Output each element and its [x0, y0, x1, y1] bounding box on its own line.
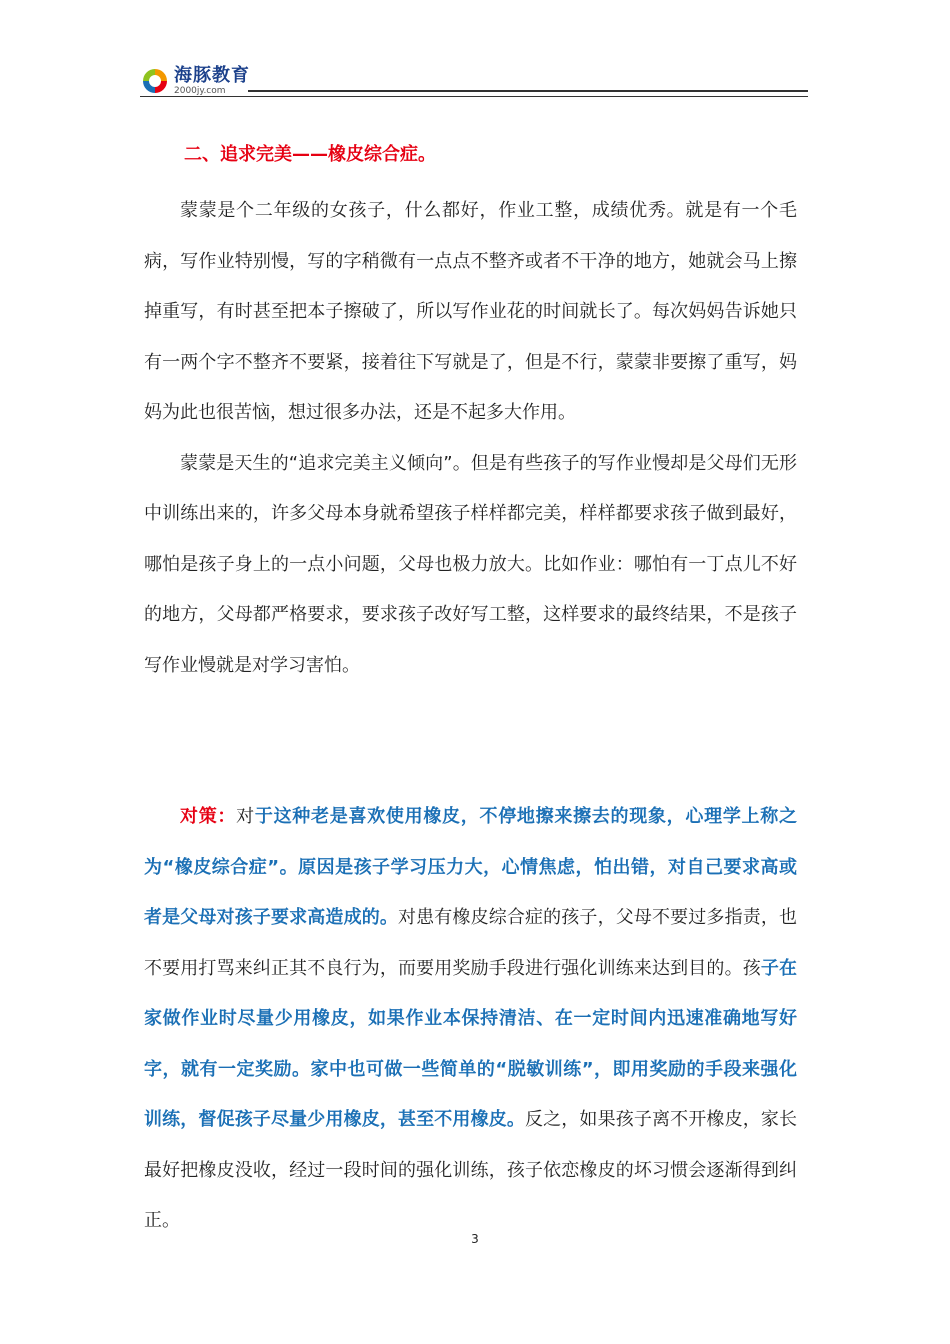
emphasis-segment: 子在家做作业时尽量少用橡皮，如果作业本保持清洁、在一定时间内迅速准确地写好字，就有一定奖励。家中也可做一些简单的“脱敏训练”，即用奖励的手段来强化训练，督促孩子尽量少用橡皮，甚至不用橡皮。: [144, 957, 798, 1130]
emphasis-segment: 于这种老是喜欢使用橡皮，不停地擦来擦去的现象，心理学上称之为“橡皮综合症”。原因是孩子学习压力大，心情焦虑，怕出错，对自己要求高或者是父母对孩子要求高造成的。: [144, 806, 797, 928]
spacer: [144, 691, 797, 792]
page-header: [140, 64, 808, 104]
article-body: [144, 130, 797, 1247]
page-number: 3: [471, 1232, 479, 1246]
logo-domain: 2000jy.com: [174, 85, 226, 96]
dolphin-logo-icon: [140, 66, 170, 96]
paragraph-2: 蒙蒙是天生的“追求完美主义倾向”。但是有些孩子的写作业慢却是父母们无形中训练出来的，许多父母本身就希望孩子样样都完美，样样都要求孩子做到最好，哪怕是孩子身上的一点小问题，父母也极力放大。比如作业：哪怕有一丁点儿不好的地方，父母都严格要求，要求孩子改好写工整，这样要求的最终结果，不是孩子写作业慢就是对学习害怕。: [144, 452, 797, 676]
countermeasure-paragraph: [144, 792, 797, 1247]
logo-name: 海豚教育: [174, 64, 250, 86]
paragraph-1: 蒙蒙是个二年级的女孩子，什么都好，作业工整，成绩优秀。就是有一个毛病，写作业特别慢，写的字稍微有一点点不整齐或者不干净的地方，她就会马上擦掉重写，有时甚至把本子擦破了，所以写作业花的时间就长了。每次妈妈告诉她只有一两个字不整齐不要紧，接着往下写就是了，但是不行，蒙蒙非要擦了重写，妈妈为此也很苦恼，想过很多办法，还是不起多大作用。: [144, 200, 797, 423]
logo: [140, 64, 250, 98]
countermeasure-label: 对策：: [180, 806, 237, 827]
section-heading: 二、追求完美——橡皮综合症。: [184, 144, 436, 165]
text-segment: 反之，如果孩子离不开橡皮，家长最好把橡皮没收，经过一段时间的强化训练，孩子依恋橡皮的坏习惯会逐渐得到纠正。: [144, 1109, 797, 1231]
header-rule-thin: [140, 96, 808, 97]
text-segment: 对患有橡皮综合症的孩子，父母不要过多指责，也不要用打骂来纠正其不良行为，而要用奖励手段进行强化训练来达到目的。孩: [144, 907, 797, 979]
header-rule-thick: [248, 90, 808, 92]
text-segment: 对: [236, 806, 255, 827]
